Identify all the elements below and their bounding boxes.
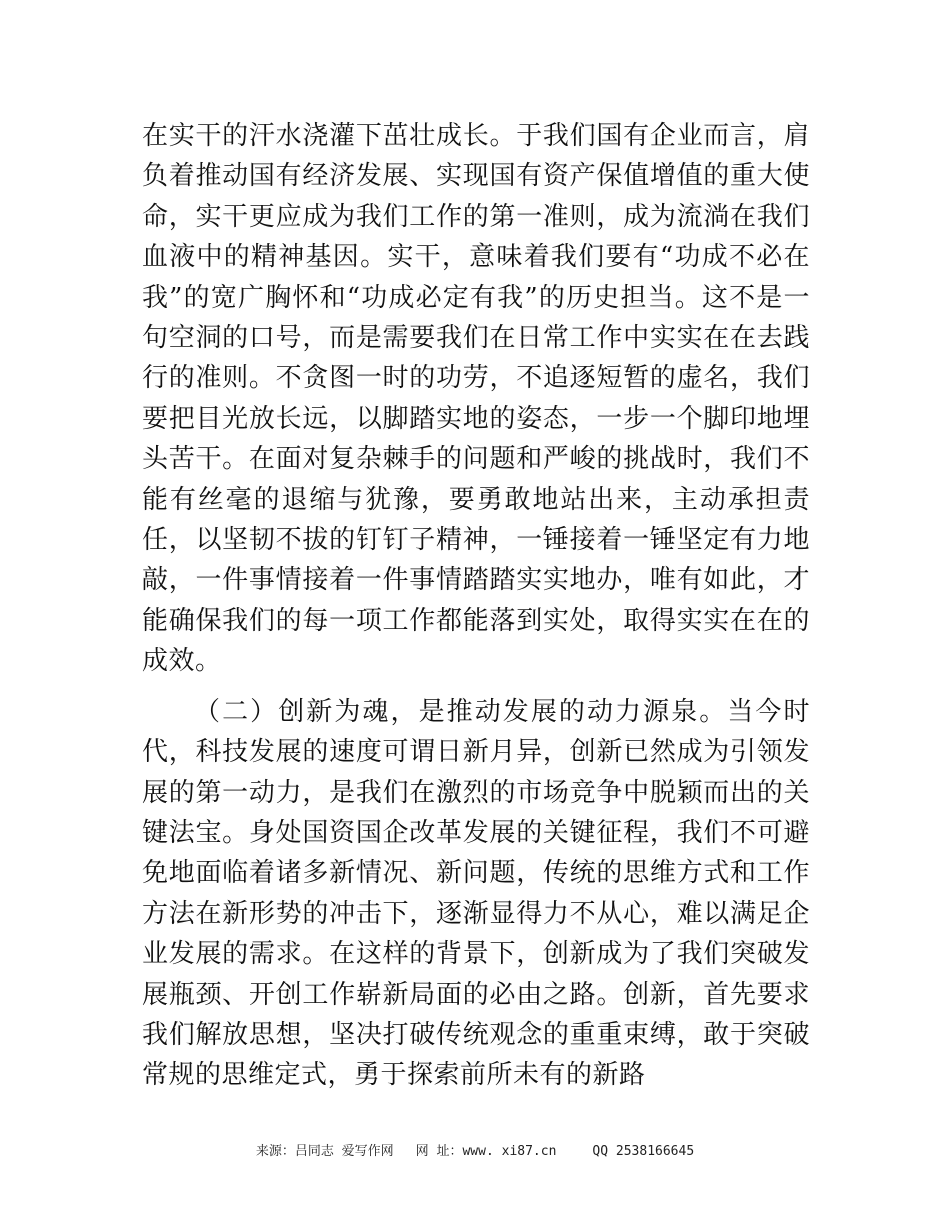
footer-qq: QQ 2538166645 <box>592 1144 695 1159</box>
footer-website: 网 址：www. xi87.cn <box>415 1144 557 1159</box>
paragraph-innovation: （二）创新为魂，是推动发展的动力源泉。当今时代，科技发展的速度可谓日新月异，创新已然成为引领发展的第一动力，是我们在激烈的市场竞争中脱颖而出的关键法宝。身处国资国企改革发展的关键征程，我们不可避免地面临着诸多新情况、新问题，传统的思维方式和工作方法在新形势的冲击下，逐渐显得力不从心，难以满足企业发展的需求。在这样的背景下，创新成为了我们突破发展瓶颈、开创工作崭新局面的必由之路。创新，首先要求我们解放思想，坚决打破传统观念的重重束缚，敢于突破常规的思维定式，勇于探索前所未有的新路 <box>142 696 810 1091</box>
document-body <box>142 116 810 1096</box>
page-footer <box>0 1140 950 1159</box>
footer-source: 来源：吕同志 爱写作网 <box>255 1144 394 1159</box>
paragraph-practical-work: 在实干的汗水浇灌下茁壮成长。于我们国有企业而言，肩负着推动国有经济发展、实现国有资产保值增值的重大使命，实干更应成为我们工作的第一准则，成为流淌在我们血液中的精神基因。实干，意味着我们要有“功成不必在我”的宽广胸怀和“功成必定有我”的历史担当。这不是一句空洞的口号，而是需要我们在日常工作中实实在在去践行的准则。不贪图一时的功劳，不追逐短暂的虚名，我们要把目光放长远，以脚踏实地的姿态，一步一个脚印地埋头苦干。在面对复杂棘手的问题和严峻的挑战时，我们不能有丝毫的退缩与犹豫，要勇敢地站出来，主动承担责任，以坚韧不拔的钉钉子精神，一锤接着一锤坚定有力地敲，一件事情接着一件事情踏踏实实地办，唯有如此，才能确保我们的每一项工作都能落到实处，取得实实在在的成效。 <box>142 121 810 677</box>
